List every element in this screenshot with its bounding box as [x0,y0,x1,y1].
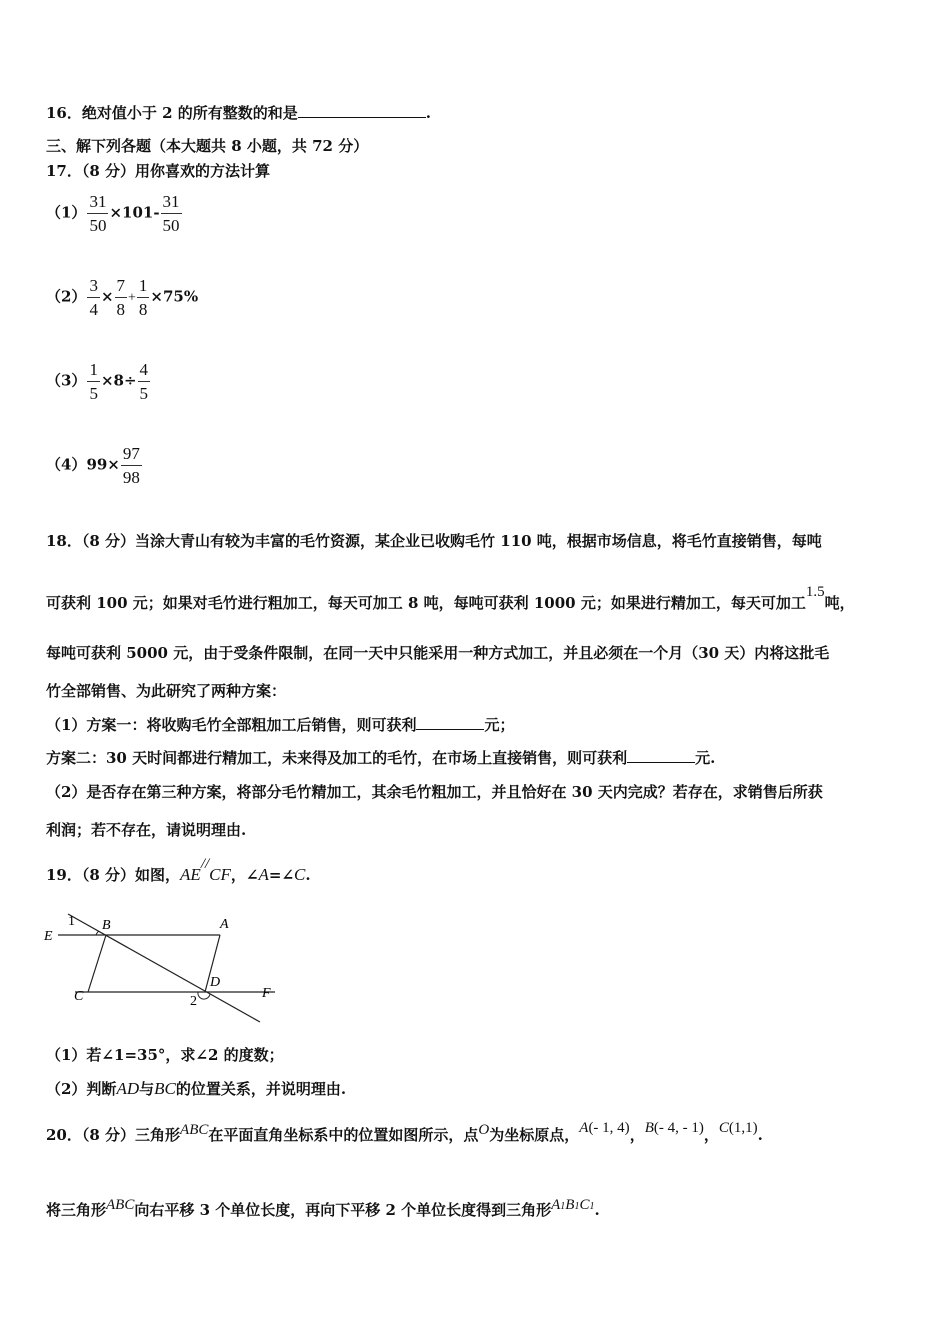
q20-l2b-text: 向右平移 3 个单位长度，再向下平移 2 个单位长度得到三角形 [134,1201,552,1219]
q17-p4-label: （4） [46,455,87,474]
q20-dot: . [757,1126,763,1144]
section-3-title-text: 三、解下列各题（本大题共 8 小题，共 72 分） [46,137,369,155]
q17-p2-fraction-3 [137,277,150,318]
point-b-coords: (- 4, - 1) [653,1120,704,1136]
numerator: 4 [139,360,149,379]
q18-l5b-text: 元； [484,716,515,734]
denominator: 8 [115,297,128,318]
numerator: 1 [138,276,148,295]
vertex-a1: A [551,1197,561,1213]
q17-p2-op2: + [128,290,136,306]
q19-text-b: ，∠ [230,866,259,884]
q18-l6b-text: 元. [695,749,716,767]
subscript-1: 1 [574,1201,580,1212]
section-3-title [46,135,368,156]
label-b: B [102,918,111,933]
q20-text-a: 20．（8 分）三角形 [46,1126,181,1144]
q17-p3-fraction-2 [138,361,151,402]
q19-header [46,856,311,885]
denominator: 50 [161,213,182,234]
q17-p1-fraction-1 [87,193,108,234]
q17-p1-mid: ×101- [109,203,160,222]
label-1: 1 [68,914,75,929]
label-a: A [220,917,229,932]
numerator: 7 [116,276,126,295]
q18-l4-text: 竹全部销售、为此研究了两种方案： [46,682,287,700]
vertex-c1: C [579,1197,590,1213]
point-a-coords: (- 1, 4) [588,1120,630,1136]
label-2: 2 [190,994,197,1009]
numerator: 1 [89,360,98,379]
q19-geometry-figure [40,905,290,1030]
q17-p2-op1: × [100,287,114,306]
point-b: B [644,1120,654,1136]
numerator: 3 [89,276,98,295]
q20-sep-1: ， [629,1126,645,1144]
numerator: 97 [122,444,140,463]
label-e: E [44,929,53,944]
q18-l8-text: 利润；若不存在，请说明理由. [46,821,247,839]
q17-p3-mid: ×8÷ [100,371,137,390]
segment-bc-label: BC [154,1079,176,1098]
q17-part-1 [46,193,183,234]
q17-p3-fraction-1 [87,361,100,402]
transversal-line [68,914,260,1022]
origin-o: O [478,1122,490,1138]
numerator: 31 [162,192,180,211]
q18-l2b-text: 吨， [824,594,855,612]
denominator: 5 [87,381,100,402]
q17-part-2 [46,277,198,318]
q18-l5a-text: （1）方案一：将收购毛竹全部粗加工后销售，则可获利 [46,716,417,734]
q17-p4-fraction [121,445,142,486]
denominator: 5 [138,381,151,402]
label-f: F [262,986,271,1001]
q17-p2-tail: ×75% [150,287,199,306]
segment-ad-label: AD [116,1079,140,1098]
q16-text: 16．绝对值小于 2 的所有整数的和是 [46,104,298,122]
q18-fine-rate: 1.5 [805,584,825,600]
q19-subquestion-2 [46,1078,346,1099]
question-17-header [46,160,270,181]
q17-p4-pre: 99× [86,455,120,474]
q18-line-5 [46,714,514,735]
q18-line-6 [46,747,715,768]
q20-text-c: 为坐标原点， [489,1126,580,1144]
q20-line-1 [46,1120,763,1145]
q17-p2-label: （2） [46,287,87,306]
q16-answer-blank[interactable] [298,103,426,118]
angle-c: C [294,865,306,884]
point-c-coords: (1,1) [728,1120,758,1136]
numerator: 31 [89,192,107,211]
segment-bc [88,935,106,992]
q17-part-4 [46,445,143,486]
q18-l2a-text: 可获利 100 元；如果对毛竹进行粗加工，每天可加工 8 吨，每吨可获利 1000 元；如果进行精加工，每天可加工 [46,594,806,612]
q19-s2c-text: 的位置关系，并说明理由. [175,1080,347,1098]
label-d: D [210,975,221,990]
segment-cf: CF [209,865,231,884]
q17-part-3 [46,361,151,402]
q18-l3-text: 每吨可获利 5000 元，由于受条件限制，在同一天中只能采用一种方式加工，并且必须在一个月（30 天）内将这批毛 [46,644,830,662]
q18-plan2-blank[interactable] [627,748,695,763]
point-a: A [579,1120,589,1136]
q18-plan1-blank[interactable] [416,715,484,730]
q19-end: . [305,866,311,884]
q19-text-a: 19．（8 分）如图， [46,866,181,884]
denominator: 98 [121,465,142,486]
parallel-symbol: // [200,856,210,872]
segment-ae: AE [180,865,201,884]
q18-line-2 [46,584,855,613]
subscript-1: 1 [560,1201,566,1212]
q19-eq: =∠ [268,866,295,884]
question-16 [46,102,431,123]
q17-p1-fraction-2 [161,193,182,234]
q17-p1-label: （1） [46,203,87,222]
q17-p2-fraction-1 [87,277,100,318]
q18-line-8 [46,819,246,840]
q18-l1-text: 18．（8 分）当涂大青山有较为丰富的毛竹资源，某企业已收购毛竹 110 吨，根据市场信息，将毛竹直接销售，每吨 [46,532,822,550]
subscript-1: 1 [589,1201,595,1212]
denominator: 50 [87,213,108,234]
triangle-a1b1c1 [551,1197,594,1213]
triangle-abc: ABC [180,1122,209,1138]
q18-line-4 [46,680,286,701]
q19-subquestion-1 [46,1044,284,1065]
point-c: C [718,1120,729,1136]
q18-line-7 [46,781,823,802]
q18-l7-text: （2）是否存在第三种方案，将部分毛竹精加工，其余毛竹粗加工，并且恰好在 30 天内完成？若存在，求销售后所获 [46,783,823,801]
angle-a: A [258,865,269,884]
q20-sep-2: ， [703,1126,719,1144]
q18-line-1 [46,530,822,551]
q20-text-b: 在平面直角坐标系中的位置如图所示，点 [208,1126,479,1144]
q17-header-text: 17．（8 分）用你喜欢的方法计算 [46,162,271,180]
q20-l2-end: . [594,1201,600,1219]
denominator: 8 [137,297,150,318]
q17-p2-fraction-2 [115,277,128,318]
triangle-abc-2: ABC [106,1197,135,1213]
q19-s1-text: （1）若∠1=35°，求∠2 的度数； [46,1046,284,1064]
denominator: 4 [87,297,100,318]
q20-line-2 [46,1199,600,1220]
q18-l6a-text: 方案二：30 天时间都进行精加工，未来得及加工的毛竹，在市场上直接销售，则可获利 [46,749,628,767]
q16-end: . [425,104,431,122]
q19-s2b-text: 与 [139,1080,155,1098]
q18-line-3 [46,642,829,663]
q20-l2a-text: 将三角形 [46,1201,107,1219]
vertex-b1: B [565,1197,575,1213]
label-c: C [74,989,84,1004]
q19-s2a-text: （2）判断 [46,1080,117,1098]
q17-p3-label: （3） [46,371,87,390]
